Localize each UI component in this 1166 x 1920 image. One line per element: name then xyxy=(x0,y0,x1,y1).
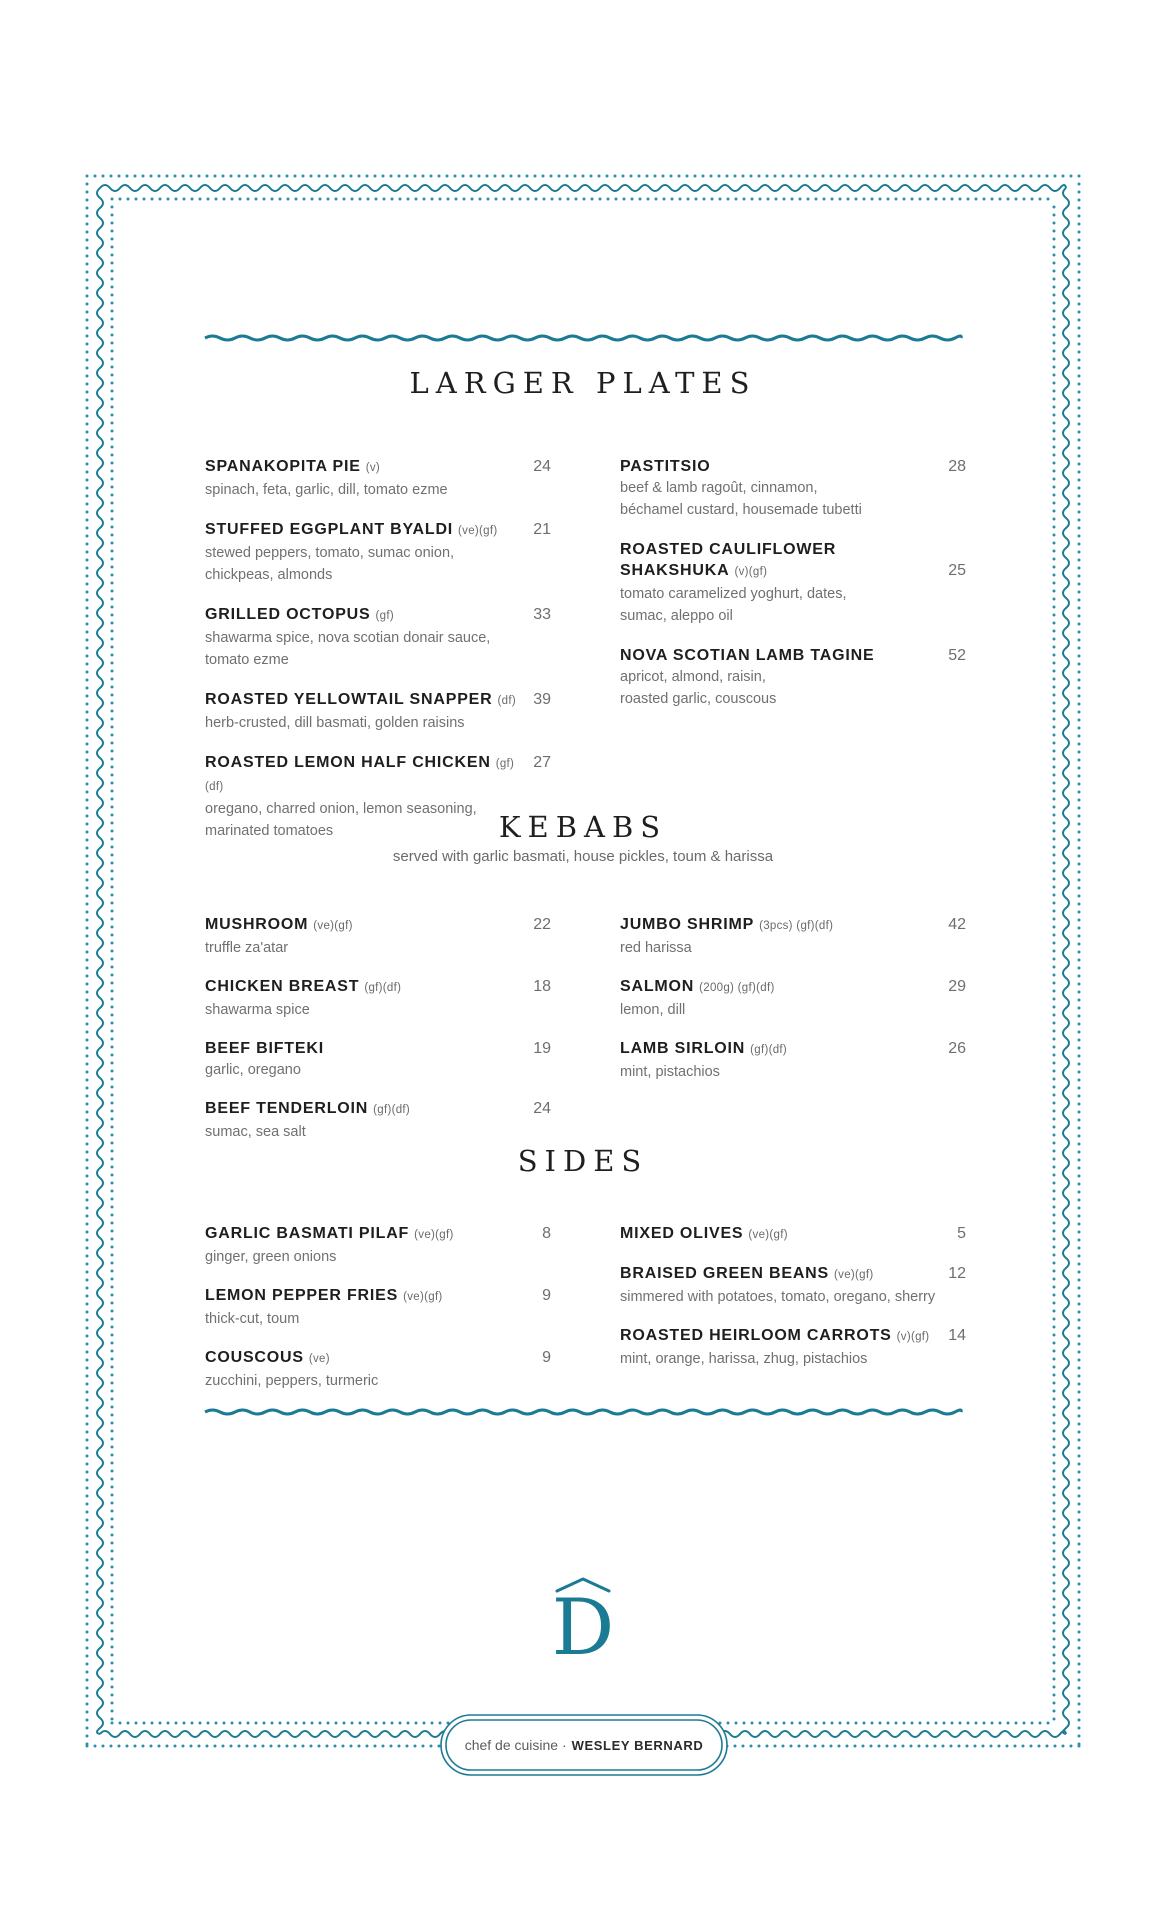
dietary-tags: (ve)(gf) xyxy=(403,1291,443,1303)
menu-item-price: 33 xyxy=(533,606,551,623)
menu-item-name-block xyxy=(205,456,380,479)
menu-item-header xyxy=(205,914,551,937)
menu-item-name: GRILLED OCTOPUS xyxy=(205,606,371,623)
section-title-kebabs: KEBABS xyxy=(498,810,668,844)
menu-item-name: MIXED OLIVES xyxy=(620,1225,744,1242)
menu-item-name-block xyxy=(205,914,353,937)
dietary-tags: (ve)(gf) xyxy=(313,920,353,932)
menu-item-name: ROASTED YELLOWTAIL SNAPPER xyxy=(205,691,493,708)
menu-item-price: 28 xyxy=(948,458,966,475)
menu-item-name-block xyxy=(620,645,874,666)
menu-item-name: NOVA SCOTIAN LAMB TAGINE xyxy=(620,647,875,664)
menu-item-description: spinach, feta, garlic, dill, tomato ezme xyxy=(205,482,448,498)
menu-item-name: BEEF BIFTEKI xyxy=(205,1040,324,1057)
menu-item-name-block xyxy=(620,456,710,477)
menu-item-description: shawarma spice, nova scotian donair sauce, xyxy=(205,630,491,646)
menu-item xyxy=(620,1223,966,1246)
menu-item xyxy=(205,604,551,671)
chef-name: WESLEY BERNARD xyxy=(571,1737,704,1753)
menu-item-price: 5 xyxy=(957,1225,966,1242)
menu-item-description: herb-crusted, dill basmati, golden raisins xyxy=(205,715,465,731)
menu-item xyxy=(205,1038,551,1081)
dietary-tags: (v)(gf) xyxy=(896,1331,930,1343)
menu-item-name: COUSCOUS xyxy=(205,1349,304,1366)
dietary-tags: (gf)(df) xyxy=(205,758,515,793)
menu-item-description: truffle za'atar xyxy=(205,940,289,956)
dietary-tags: (ve)(gf) xyxy=(458,525,498,537)
menu-item-description: beef & lamb ragoût, cinnamon, xyxy=(620,480,818,496)
logo-letter: D xyxy=(551,1583,615,1673)
menu-item-header xyxy=(205,976,551,999)
dietary-tags: (200g) (gf)(df) xyxy=(699,982,775,994)
menu-item-name: ROASTED LEMON HALF CHICKEN xyxy=(205,754,491,771)
menu-item xyxy=(620,1038,966,1083)
menu-item xyxy=(620,456,966,521)
section-title-larger-plates: LARGER PLATES xyxy=(409,366,757,400)
menu-item xyxy=(205,1098,551,1143)
menu-item xyxy=(620,1325,966,1370)
kebabs-left-column xyxy=(205,914,551,1143)
larger-plates-right-column xyxy=(620,456,966,710)
menu-item-name-block xyxy=(620,976,775,999)
menu-item xyxy=(205,1223,551,1268)
menu-item-description: tomato ezme xyxy=(205,652,289,668)
menu-item-price: 22 xyxy=(533,916,551,933)
menu-item xyxy=(205,519,551,586)
menu-item-price: 42 xyxy=(948,916,966,933)
menu-item-name-block xyxy=(205,1098,410,1121)
menu-item-description: red harissa xyxy=(620,940,692,956)
dietary-tags: (ve)(gf) xyxy=(414,1229,454,1241)
menu-item-description: shawarma spice xyxy=(205,1002,310,1018)
menu-item-name: MUSHROOM xyxy=(205,916,309,933)
menu-item-description: roasted garlic, couscous xyxy=(620,691,777,707)
menu-item-price: 21 xyxy=(533,521,551,538)
menu-item-name-block xyxy=(205,1223,454,1246)
menu-item-description: garlic, oregano xyxy=(205,1062,301,1078)
menu-item-price: 24 xyxy=(533,1100,551,1117)
menu-item-name-line2: SHAKSHUKA xyxy=(620,562,730,579)
menu-item-description: simmered with potatoes, tomato, oregano, sherry xyxy=(620,1289,936,1305)
menu-item-price: 9 xyxy=(542,1287,551,1304)
dietary-tags: (3pcs) (gf)(df) xyxy=(759,920,834,932)
menu-item-description: apricot, almond, raisin, xyxy=(620,669,766,685)
dietary-tags: (gf) xyxy=(375,610,394,622)
menu-item-price: 9 xyxy=(542,1349,551,1366)
menu-item-header xyxy=(205,1038,551,1059)
menu-item-header xyxy=(205,456,551,479)
menu-item-header xyxy=(620,1325,966,1348)
menu-item-name: STUFFED EGGPLANT BYALDI xyxy=(205,521,454,538)
menu-item-header xyxy=(620,456,966,477)
menu-item-name-block xyxy=(205,1038,324,1059)
dietary-tags: (gf)(df) xyxy=(750,1044,788,1056)
menu-item xyxy=(205,689,551,734)
menu-item-name-block xyxy=(620,1263,873,1286)
menu-item-name: ROASTED CAULIFLOWER xyxy=(620,541,837,558)
chef-credit xyxy=(446,1720,722,1770)
menu-item-name: ROASTED HEIRLOOM CARROTS xyxy=(620,1327,892,1344)
menu-item-price: 39 xyxy=(533,691,551,708)
menu-item xyxy=(620,976,966,1021)
menu-item-description: zucchini, peppers, turmeric xyxy=(205,1373,379,1389)
menu-item-name-block xyxy=(205,752,527,798)
menu-item-header xyxy=(205,519,551,542)
menu-item xyxy=(205,1285,551,1330)
menu-item-price: 29 xyxy=(948,978,966,995)
kebabs-right-column xyxy=(620,914,966,1083)
menu-item-header xyxy=(205,1285,551,1308)
menu-item-header xyxy=(620,976,966,999)
menu-item xyxy=(205,456,551,501)
menu-item xyxy=(205,1347,551,1392)
menu-item-header xyxy=(620,539,966,583)
menu-item-description: lemon, dill xyxy=(620,1002,686,1018)
menu-item xyxy=(620,645,966,710)
menu-item xyxy=(205,976,551,1021)
menu-item-name-block xyxy=(620,1038,787,1061)
menu-item-header xyxy=(620,1038,966,1061)
menu-item-name: JUMBO SHRIMP xyxy=(620,916,755,933)
menu-item-description: sumac, sea salt xyxy=(205,1124,306,1140)
menu-item-header xyxy=(205,604,551,627)
menu-item-name: LAMB SIRLOIN xyxy=(620,1040,746,1057)
menu-item-description: sumac, aleppo oil xyxy=(620,608,733,624)
menu-item-description: chickpeas, almonds xyxy=(205,567,333,583)
sides-left-column xyxy=(205,1223,551,1392)
menu-item-description: mint, pistachios xyxy=(620,1064,720,1080)
menu-item-name: LEMON PEPPER FRIES xyxy=(205,1287,399,1304)
menu-item-header xyxy=(205,1098,551,1121)
menu-item-name-block xyxy=(205,689,516,712)
menu-item-description: marinated tomatoes xyxy=(205,823,334,839)
menu-item-name-block xyxy=(620,1223,788,1246)
menu-item-name-block xyxy=(620,539,836,583)
menu-item-name: CHICKEN BREAST xyxy=(205,978,360,995)
menu-item-price: 26 xyxy=(948,1040,966,1057)
restaurant-logo xyxy=(0,1575,1166,1673)
menu-item-price: 19 xyxy=(533,1040,551,1057)
menu-item-price: 8 xyxy=(542,1225,551,1242)
menu-item-price: 52 xyxy=(948,647,966,664)
menu-item-description: tomato caramelized yoghurt, dates, xyxy=(620,586,847,602)
menu-item-name-block xyxy=(205,604,394,627)
larger-plates-left-column xyxy=(205,456,551,842)
menu-item-header xyxy=(205,1347,551,1370)
dietary-tags: (v) xyxy=(365,462,381,474)
menu-item-name: GARLIC BASMATI PILAF xyxy=(205,1225,410,1242)
menu-item-description: thick-cut, toum xyxy=(205,1311,300,1327)
menu-item-name-block xyxy=(620,1325,929,1348)
menu-item xyxy=(620,914,966,959)
menu-item-price: 18 xyxy=(533,978,551,995)
menu-item-header xyxy=(620,1223,966,1246)
menu-item-header xyxy=(620,645,966,666)
menu-item-price: 24 xyxy=(533,458,551,475)
menu-item-name: SALMON xyxy=(620,978,695,995)
menu-item-description: oregano, charred onion, lemon seasoning, xyxy=(205,801,477,817)
menu-item xyxy=(620,539,966,627)
dietary-tags: (ve) xyxy=(308,1353,330,1365)
menu-item xyxy=(620,1263,966,1308)
dietary-tags: (ve)(gf) xyxy=(748,1229,788,1241)
menu-item-name: BRAISED GREEN BEANS xyxy=(620,1265,830,1282)
dietary-tags: (gf)(df) xyxy=(373,1104,411,1116)
dietary-tags: (df) xyxy=(497,695,516,707)
menu-item-price: 12 xyxy=(948,1265,966,1282)
menu-item xyxy=(205,914,551,959)
menu-item-name-block xyxy=(205,1285,443,1308)
menu-item-name: SPANAKOPITA PIE xyxy=(205,458,361,475)
menu-item-price: 27 xyxy=(533,754,551,771)
menu-item-name: PASTITSIO xyxy=(620,458,711,475)
menu-item-name: BEEF TENDERLOIN xyxy=(205,1100,369,1117)
dietary-tags: (v)(gf) xyxy=(734,566,768,578)
menu-item-name-block xyxy=(205,976,401,999)
menu-item-name-block xyxy=(205,519,498,542)
kebabs-subtitle: served with garlic basmati, house pickles, toum & harissa xyxy=(392,848,774,865)
menu-item-description: stewed peppers, tomato, sumac onion, xyxy=(205,545,455,561)
menu-item-price: 25 xyxy=(948,562,966,579)
menu-item-header xyxy=(205,752,551,798)
menu-item-header xyxy=(620,1263,966,1286)
menu-item-header xyxy=(205,689,551,712)
menu-item-description: ginger, green onions xyxy=(205,1249,337,1265)
dietary-tags: (ve)(gf) xyxy=(834,1269,874,1281)
menu-item-name-block xyxy=(205,1347,330,1370)
menu-item-description: mint, orange, harissa, zhug, pistachios xyxy=(620,1351,868,1367)
chef-label: chef de cuisine · xyxy=(464,1737,567,1753)
menu-item-header xyxy=(205,1223,551,1246)
menu-item-price: 14 xyxy=(948,1327,966,1344)
section-title-sides: SIDES xyxy=(517,1144,649,1178)
dietary-tags: (gf)(df) xyxy=(364,982,402,994)
sides-right-column xyxy=(620,1223,966,1370)
menu-item-description: béchamel custard, housemade tubetti xyxy=(620,502,862,518)
menu-item-header xyxy=(620,914,966,937)
menu-item-name-block xyxy=(620,914,833,937)
